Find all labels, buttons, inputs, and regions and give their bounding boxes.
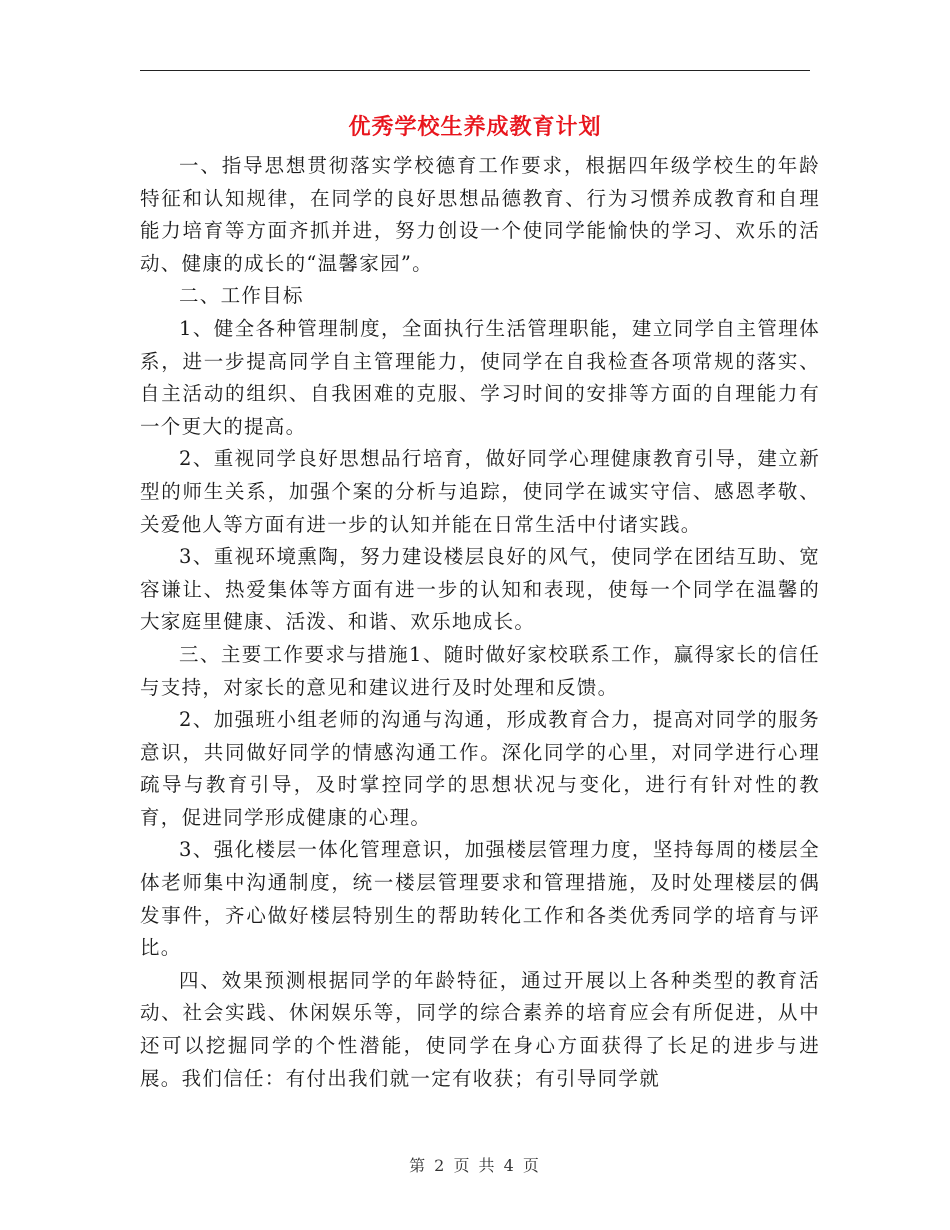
paragraph-measures-3: 3、强化楼层一体化管理意识，加强楼层管理力度，坚持每周的楼层全体老师集中沟通制度，统一楼层管理要求和管理措施，及时处理楼层的偶发事件，齐心做好楼层特别生的帮助转化工作和各类优秀同学的培育与评比。 — [140, 838, 820, 960]
paragraph-goal-2: 2、重视同学良好思想品行培育，做好同学心理健康教育引导，建立新型的师生关系，加强个案的分析与追踪，使同学在诚实守信、感恩孝敬、关爱他人等方面有进一步的认知并能在日常生活中付诸实践。 — [140, 447, 820, 536]
paragraph-heading-goals: 二、工作目标 — [179, 284, 304, 308]
paragraph-goal-1: 1、健全各种管理制度，全面执行生活管理职能，建立同学自主管理体系，进一步提高同学自主管理能力，使同学在自我检查各项常规的落实、自主活动的组织、自我困难的克服、学习时间的安排等方面的自理能力有一个更大的提高。 — [140, 316, 820, 438]
document-title: 优秀学校生养成教育计划 — [348, 114, 602, 140]
paragraph-measures-1: 三、主要工作要求与措施1、随时做好家校联系工作，赢得家长的信任与支持，对家长的意见和建议进行及时处理和反馈。 — [140, 642, 820, 699]
paragraph-guiding-thought: 一、指导思想贯彻落实学校德育工作要求，根据四年级学校生的年龄特征和认知规律，在同学的良好思想品德教育、行为习惯养成教育和自理能力培育等方面齐抓并进，努力创设一个使同学能愉快的学习、欢乐的活动、健康的成长的“温馨家园”。 — [140, 154, 820, 275]
paragraph-effect-forecast: 四、效果预测根据同学的年龄特征，通过开展以上各种类型的教育活动、社会实践、休闲娱乐等，同学的综合素养的培育应会有所促进，从中还可以挖掘同学的个性潜能，使同学在身心方面获得了长足的进步与进展。我们信任：有付出我们就一定有收获；有引导同学就 — [140, 968, 820, 1090]
header-rule — [140, 70, 810, 71]
page-number: 第 2 页 共 4 页 — [409, 1156, 541, 1175]
paragraph-measures-2: 2、加强班小组老师的沟通与沟通，形成教育合力，提高对同学的服务意识，共同做好同学的情感沟通工作。深化同学的心里，对同学进行心理疏导与教育引导，及时掌控同学的思想状况与变化，进行有针对性的教育，促进同学形成健康的心理。 — [140, 708, 820, 829]
paragraph-goal-3: 3、重视环境熏陶，努力建设楼层良好的风气，使同学在团结互助、宽容谦让、热爱集体等方面有进一步的认知和表现，使每一个同学在温馨的大家庭里健康、活泼、和谐、欢乐地成长。 — [140, 545, 820, 634]
document-body — [140, 150, 820, 1095]
